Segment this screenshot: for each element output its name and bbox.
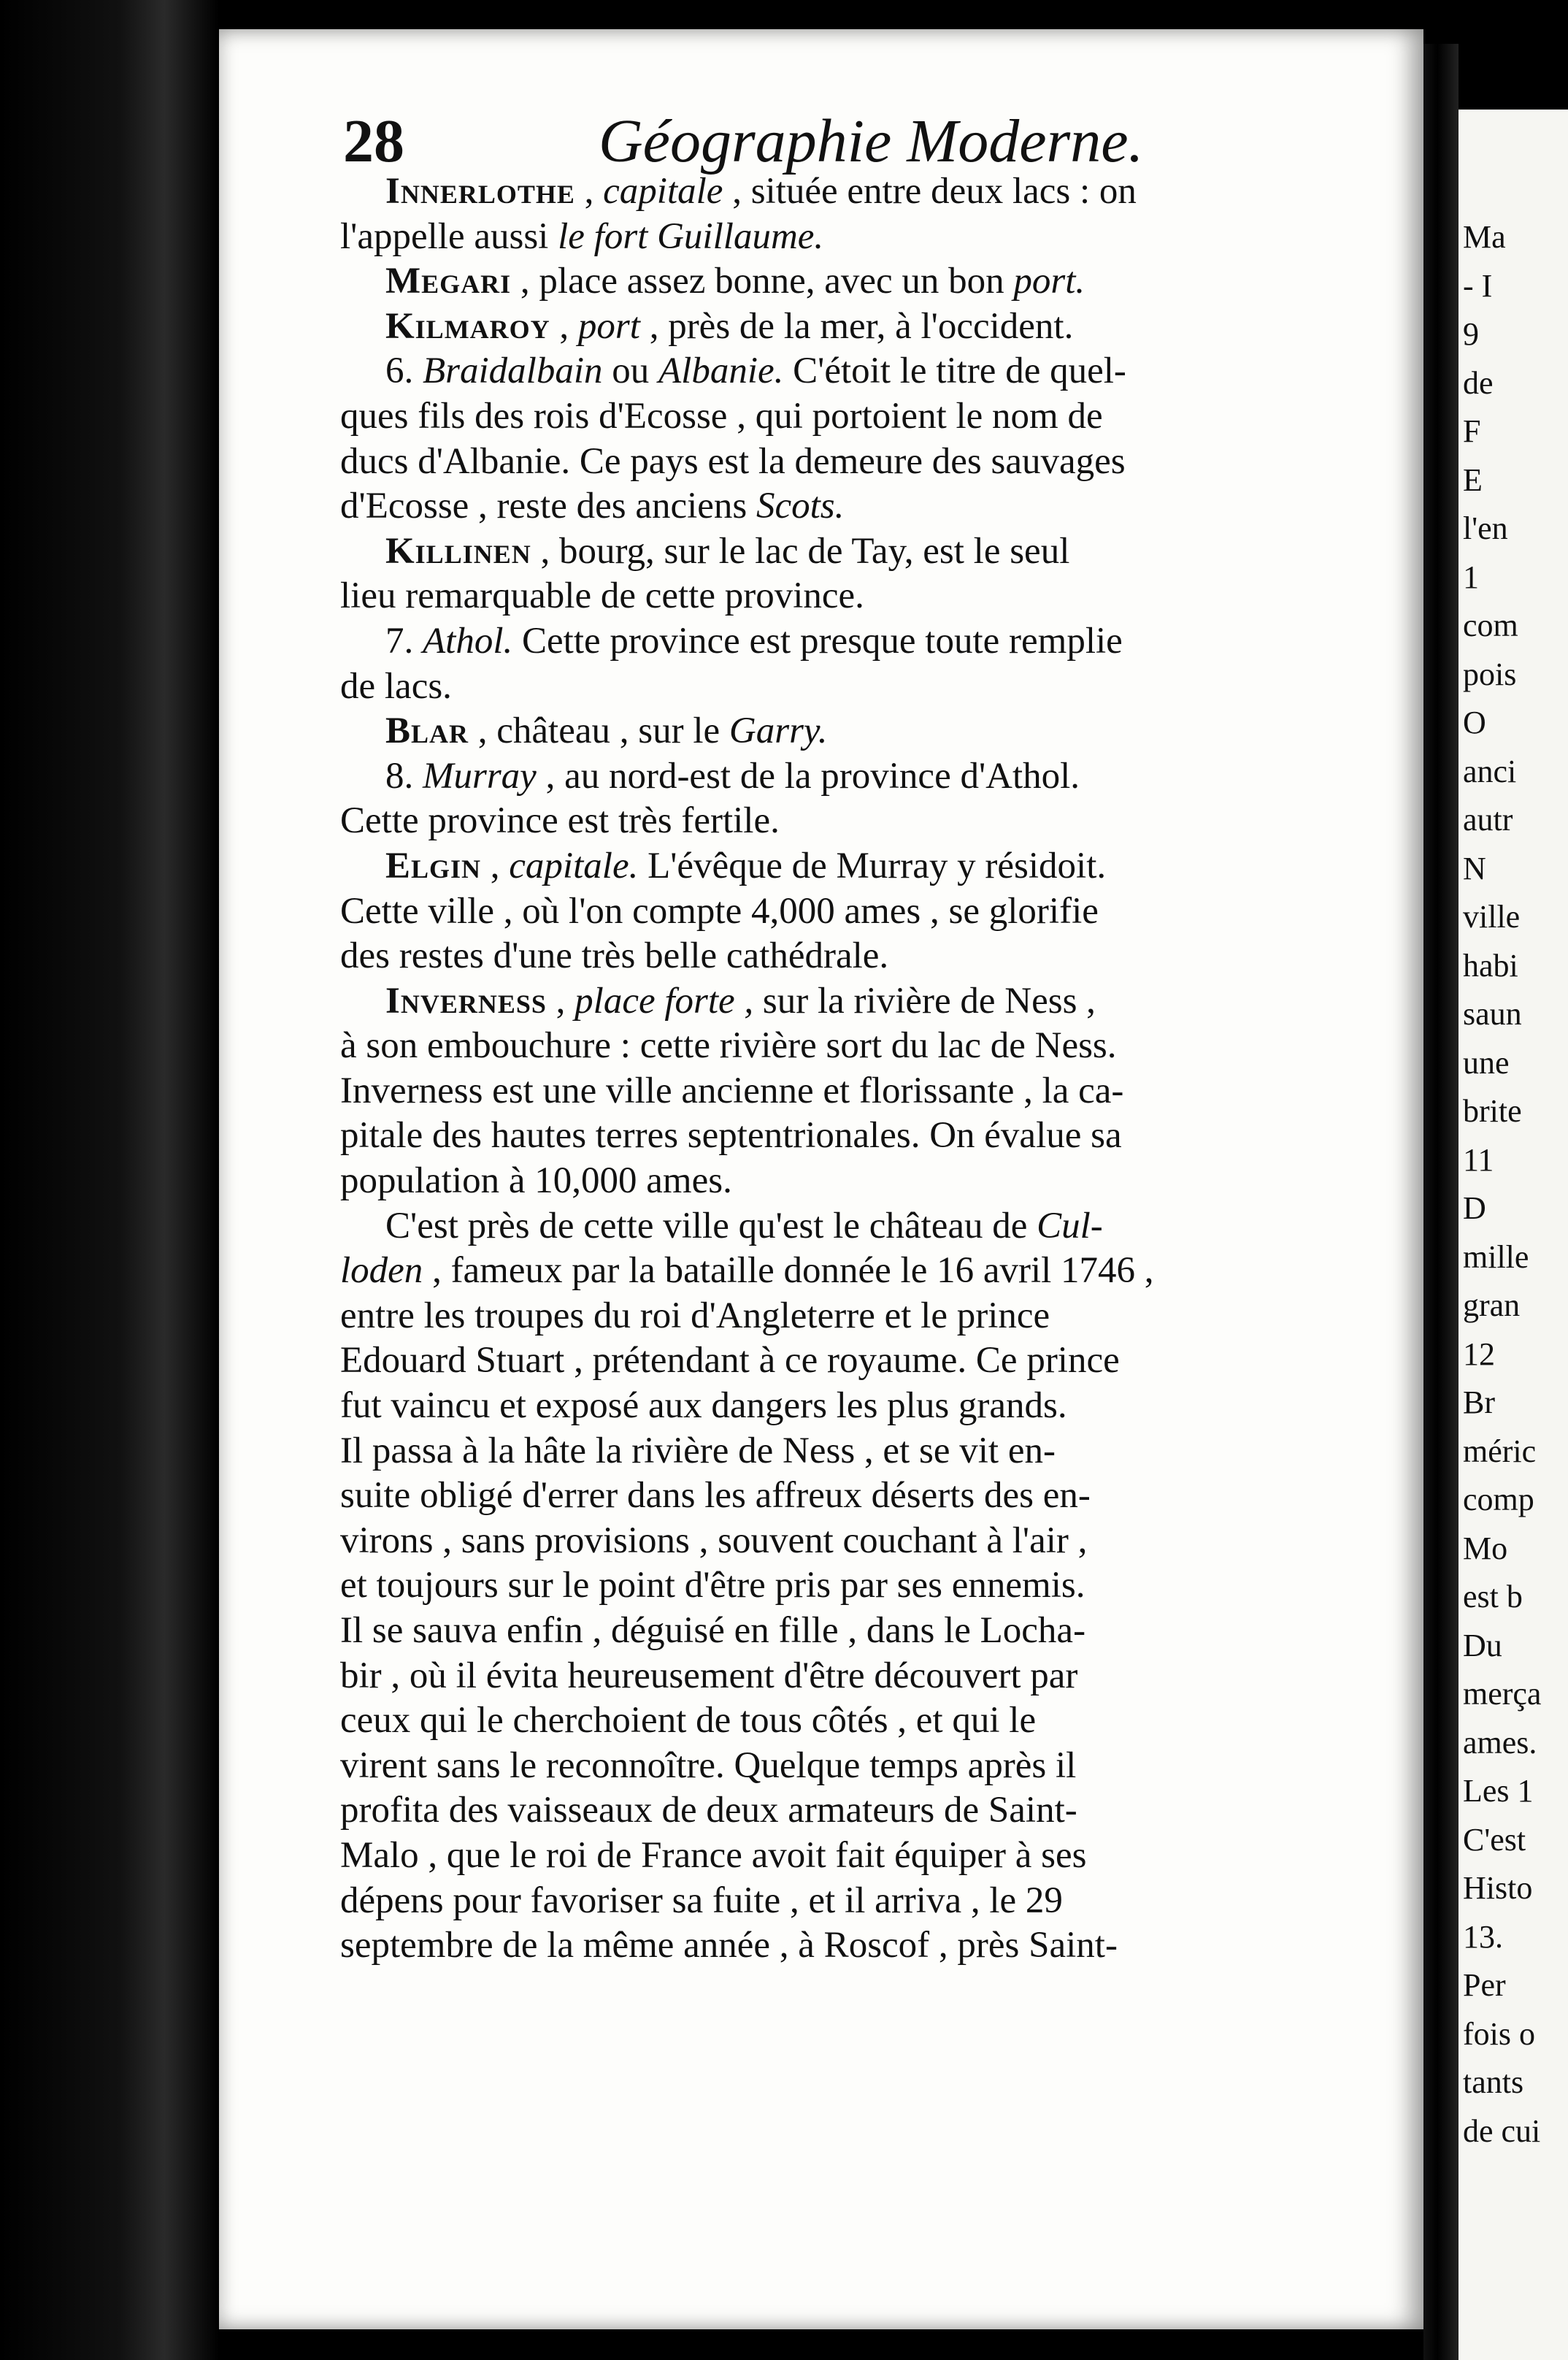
text-segment: Malo , que le roi de France avoit fait équiper à ses: [340, 1834, 1087, 1876]
facing-page-line: pois: [1463, 656, 1517, 692]
text-line: [340, 709, 1391, 754]
text-line: [340, 1879, 1391, 1924]
text-segment: ,: [574, 171, 604, 212]
text-segment: virons , sans provisions , souvent couchant à l'air ,: [340, 1520, 1088, 1561]
facing-page-line: 1: [1463, 559, 1479, 595]
text-segment: population à 10,000 ames.: [340, 1160, 732, 1202]
text-segment: C'est près de cette ville qu'est le château de: [385, 1205, 1037, 1246]
text-line: [340, 1114, 1391, 1159]
facing-page-line: C'est: [1463, 1821, 1526, 1858]
text-line: [340, 1069, 1391, 1114]
text-segment: Cette province est presque toute remplie: [512, 620, 1123, 662]
facing-page-line: habi: [1463, 947, 1518, 984]
text-line: [340, 394, 1391, 440]
text-line: [340, 1698, 1391, 1744]
facing-page-line: com: [1463, 608, 1518, 643]
text-segment: des restes d'une très belle cathédrale.: [340, 935, 889, 977]
book-gutter: [1423, 44, 1459, 2360]
facing-page-line: de cui: [1463, 2112, 1541, 2149]
text-segment: de lacs.: [340, 665, 452, 707]
facing-page-line: autr: [1463, 802, 1513, 838]
italic-text: le fort Guillaume.: [558, 215, 824, 257]
italic-text: port: [577, 305, 640, 347]
text-segment: l'appelle aussi: [340, 215, 558, 257]
text-segment: Inverness est une ville ancienne et florissante , la ca-: [340, 1070, 1124, 1111]
text-segment: ,: [481, 845, 510, 886]
text-segment: 7.: [385, 620, 423, 662]
text-segment: Il se sauva enfin , déguisé en fille , dans le Locha-: [340, 1610, 1086, 1651]
text-line: [340, 1338, 1391, 1384]
facing-page-line: merça: [1463, 1676, 1542, 1712]
text-line: [340, 1204, 1391, 1249]
text-segment: ,: [550, 305, 578, 347]
text-line: [340, 799, 1391, 844]
text-segment: , château , sur le: [469, 710, 729, 752]
facing-page-line: saun: [1463, 996, 1522, 1032]
text-segment: bir , où il évita heureusement d'être découvert par: [340, 1655, 1078, 1696]
text-segment: Il passa à la hâte la rivière de Ness , et se vit en-: [340, 1430, 1056, 1471]
place-name: Killinen: [385, 530, 531, 572]
italic-text: Cul-: [1037, 1205, 1103, 1246]
italic-text: Albanie.: [658, 350, 784, 392]
text-segment: entre les troupes du roi d'Angleterre et le prince: [340, 1295, 1050, 1336]
text-line: [340, 1294, 1391, 1339]
facing-page-line: E: [1463, 461, 1483, 498]
facing-page-line: mille: [1463, 1238, 1529, 1275]
facing-page-line: 13.: [1463, 1918, 1503, 1955]
facing-page-line: tants: [1463, 2064, 1524, 2100]
text-line: [340, 1159, 1391, 1204]
text-segment: ou: [602, 350, 659, 392]
text-line: [340, 844, 1391, 889]
text-line: [340, 484, 1391, 529]
text-segment: sur la rivière de Ness ,: [753, 980, 1096, 1022]
text-segment: 8.: [385, 755, 423, 797]
facing-page-line: Br: [1463, 1384, 1495, 1420]
text-line: [340, 349, 1391, 394]
facing-page-line: fois o: [1463, 2015, 1535, 2052]
italic-text: port.: [1013, 261, 1085, 302]
italic-text: Braidalbain: [423, 350, 603, 392]
facing-page-line: Du: [1463, 1627, 1502, 1663]
facing-page-line: gran: [1463, 1287, 1521, 1323]
facing-page-line: 11: [1463, 1141, 1494, 1178]
text-line: [340, 1249, 1391, 1294]
text-segment: d'Ecosse , reste des anciens: [340, 486, 756, 527]
facing-page-line: - I: [1463, 267, 1493, 304]
facing-page-line: brite: [1463, 1093, 1522, 1129]
text-line: [340, 574, 1391, 619]
text-segment: , près de la mer, à l'occident.: [639, 305, 1074, 347]
text-segment: à son embouchure : cette rivière sort du lac de Ness.: [340, 1025, 1117, 1067]
text-line: [340, 1744, 1391, 1789]
text-line: [340, 1654, 1391, 1699]
place-name: Megari: [385, 261, 512, 302]
text-line: [340, 1923, 1391, 1969]
facing-page-line: 12: [1463, 1336, 1495, 1372]
text-segment: septembre de la même année , à Roscof , près Saint-: [340, 1925, 1118, 1966]
facing-page-line: D: [1463, 1190, 1486, 1226]
place-name: Blar: [385, 710, 469, 752]
facing-page-line: Histo: [1463, 1870, 1533, 1906]
facing-page-line: F: [1463, 413, 1481, 449]
italic-text: Garry.: [729, 710, 828, 752]
italic-text: capitale.: [509, 845, 639, 886]
text-segment: ques fils des rois d'Ecosse , qui portoient le nom de: [340, 395, 1103, 437]
facing-page-line: comp: [1463, 1482, 1534, 1517]
facing-page-line: méric: [1463, 1433, 1537, 1469]
text-line: [340, 754, 1391, 800]
facing-page-text: [1463, 213, 1568, 2156]
text-segment: 6.: [385, 350, 423, 392]
text-segment: profita des vaisseaux de deux armateurs de Saint-: [340, 1790, 1077, 1831]
facing-page-line: N: [1463, 850, 1486, 886]
facing-page-line: est b: [1463, 1579, 1523, 1614]
italic-text: Scots.: [756, 486, 845, 527]
text-segment: , située entre deux lacs : on: [723, 171, 1137, 212]
italic-text: capitale: [603, 171, 723, 212]
text-segment: , bourg, sur le lac de Tay, est le seul: [531, 530, 1070, 572]
text-segment: , fameux par la bataille donnée le 16 avril 1746 ,: [423, 1250, 1154, 1292]
facing-page-line: anci: [1463, 753, 1517, 789]
facing-page-line: ville: [1463, 899, 1521, 935]
text-line: [340, 440, 1391, 485]
place-name: Elgin: [385, 845, 482, 886]
italic-text: place forte ,: [574, 980, 754, 1022]
text-line: [340, 619, 1391, 664]
facing-page-line: Ma: [1463, 219, 1506, 255]
text-line: [340, 1834, 1391, 1879]
text-line: [340, 889, 1391, 935]
text-segment: fut vaincu et exposé aux dangers les plus grands.: [340, 1385, 1067, 1427]
text-line: [340, 259, 1391, 304]
place-name: Inverness: [385, 980, 547, 1022]
facing-page-line: 9: [1463, 316, 1479, 352]
text-line: [340, 215, 1391, 260]
text-segment: L'évêque de Murray y résidoit.: [638, 845, 1107, 886]
body-text: [340, 169, 1391, 1969]
italic-text: Murray: [423, 755, 537, 797]
place-name: Kilmaroy: [385, 305, 550, 347]
facing-page-line: O: [1463, 705, 1486, 740]
text-line: [340, 664, 1391, 710]
text-line: [340, 979, 1391, 1024]
text-segment: dépens pour favoriser sa fuite , et il arriva , le 29: [340, 1880, 1063, 1921]
book-left-edge: [0, 0, 219, 2360]
facing-page-line: une: [1463, 1044, 1510, 1081]
italic-text: Athol.: [423, 620, 513, 662]
facing-page-line: Les 1: [1463, 1773, 1534, 1809]
text-segment: Edouard Stuart , prétendant à ce royaume. Ce prince: [340, 1340, 1120, 1382]
text-segment: pitale des hautes terres septentrionales. On évalue sa: [340, 1115, 1122, 1157]
page-number: 28: [343, 107, 404, 175]
facing-page-line: ames.: [1463, 1724, 1537, 1761]
running-title: Géographie Moderne.: [599, 107, 1144, 175]
text-segment: ceux qui le cherchoient de tous côtés , et qui le: [340, 1700, 1037, 1742]
text-line: [340, 934, 1391, 979]
text-line: [340, 1024, 1391, 1069]
facing-page-line: l'en: [1463, 510, 1508, 546]
facing-page-line: Per: [1463, 1967, 1506, 2003]
text-segment: virent sans le reconnoître. Quelque temps après il: [340, 1744, 1077, 1786]
text-line: [340, 1429, 1391, 1474]
text-segment: C'étoit le titre de quel-: [783, 350, 1126, 392]
text-segment: ,: [546, 980, 575, 1022]
place-name: Innerlothe: [385, 171, 575, 212]
text-segment: Cette province est très fertile.: [340, 800, 780, 842]
facing-page-line: de: [1463, 364, 1494, 401]
facing-page-line: Mo: [1463, 1530, 1508, 1566]
text-line: [340, 169, 1391, 215]
text-segment: , au nord-est de la province d'Athol.: [536, 755, 1080, 797]
text-segment: et toujours sur le point d'être pris par ses ennemis.: [340, 1565, 1085, 1606]
text-line: [340, 1609, 1391, 1654]
text-line: [340, 1519, 1391, 1564]
text-line: [340, 1788, 1391, 1834]
text-segment: suite obligé d'errer dans les affreux déserts des en-: [340, 1475, 1091, 1517]
text-line: [340, 1474, 1391, 1519]
text-line: [340, 1563, 1391, 1609]
text-segment: lieu remarquable de cette province.: [340, 575, 864, 617]
text-segment: , place assez bonne, avec un bon: [511, 261, 1014, 302]
text-line: [340, 529, 1391, 575]
italic-text: loden: [340, 1250, 423, 1292]
text-line: [340, 1384, 1391, 1429]
text-segment: ducs d'Albanie. Ce pays est la demeure des sauvages: [340, 440, 1126, 482]
text-segment: Cette ville , où l'on compte 4,000 ames , se glorifie: [340, 890, 1099, 932]
text-line: [340, 304, 1391, 350]
